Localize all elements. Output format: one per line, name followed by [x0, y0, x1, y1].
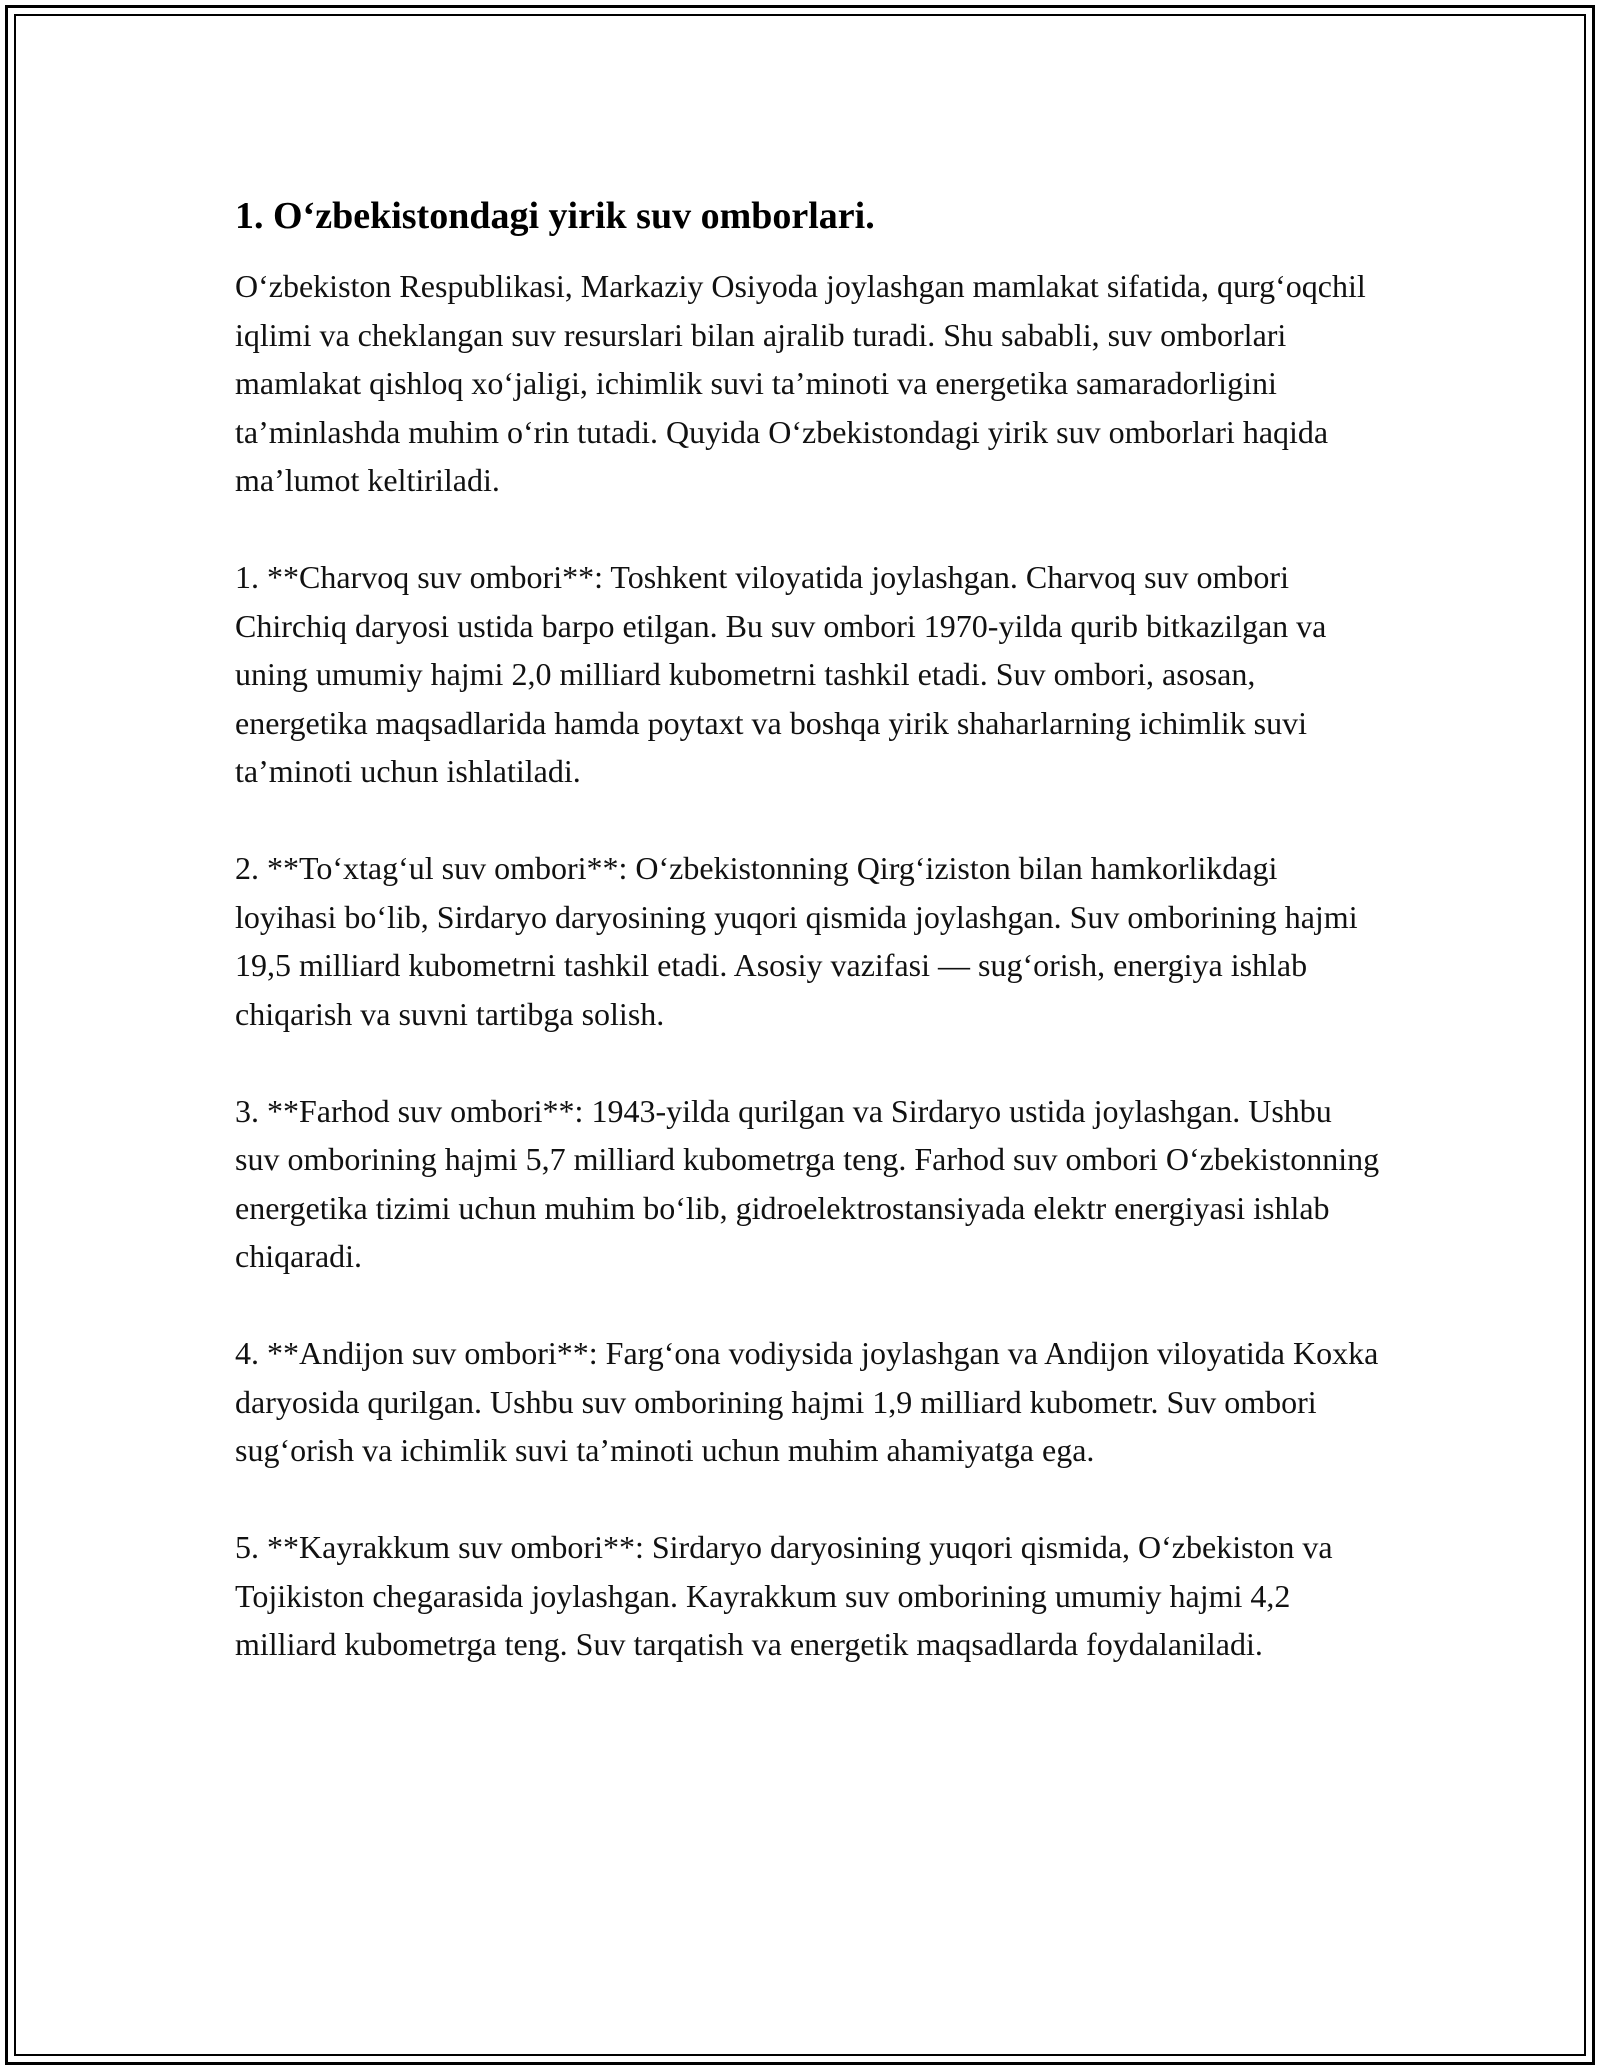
intro-paragraph: O‘zbekiston Respublikasi, Markaziy Osiyoda joylashgan mamlakat sifatida, qurg‘oqchil iqlimi va cheklangan suv resurslari bilan ajralib turadi. Shu sababli, suv omborlari mamlakat qishloq xo‘jaligi, ichimlik suvi ta’minoti va energetika samaradorligini ta’minlashda muhim o‘rin tutadi. Quyida O‘zbekistondagi yirik suv omborlari haqida ma’lumot keltiriladi. — [235, 268, 1366, 498]
document-title: 1. O‘zbekistondagi yirik suv omborlari. — [235, 195, 875, 237]
paragraph-andijon: 4. **Andijon suv ombori**: Farg‘ona vodiysida joylashgan va Andijon viloyatida Koxka daryosida qurilgan. Ushbu suv omborining hajmi 1,9 milliard kubometr. Suv ombori sug‘orish va ichimlik suvi ta’minoti uchun muhim ahamiyatga ega. — [235, 1335, 1379, 1468]
paragraph-kayrakkum: 5. **Kayrakkum suv ombori**: Sirdaryo daryosining yuqori qismida, O‘zbekiston va Tojikiston chegarasida joylashgan. Kayrakkum suv omborining umumiy hajmi 4,2 milliard kubometrga teng. Suv tarqatish va energetik maqsadlarda foydalaniladi. — [235, 1529, 1333, 1662]
paragraph-toxtagul: 2. **To‘xtag‘ul suv ombori**: O‘zbekistonning Qirg‘iziston bilan hamkorlikdagi loyihasi bo‘lib, Sirdaryo daryosining yuqori qismida joylashgan. Suv omborining hajmi 19,5 milliard kubometrni tashkil etadi. Asosiy vazifasi — sug‘orish, energiya ishlab chiqarish va suvni tartibga solish. — [235, 850, 1358, 1032]
paragraph-charvoq: 1. **Charvoq suv ombori**: Toshkent viloyatida joylashgan. Charvoq suv ombori Chirchiq daryosi ustida barpo etilgan. Bu suv ombori 1970-yilda qurib bitkazilgan va uning umumiy hajmi 2,0 milliard kubometrni tashkil etadi. Suv ombori, asosan, energetika maqsadlarida hamda poytaxt va boshqa yirik shaharlarning ichimlik suvi ta’minoti uchun ishlatiladi. — [235, 559, 1327, 789]
document-body — [235, 190, 1380, 1717]
paragraph-farhod: 3. **Farhod suv ombori**: 1943-yilda qurilgan va Sirdaryo ustida joylashgan. Ushbu suv omborining hajmi 5,7 milliard kubometrga teng. Farhod suv ombori O‘zbekistonning energetika tizimi uchun muhim bo‘lib, gidroelektrostansiyada elektr energiyasi ishlab chiqaradi. — [235, 1092, 1380, 1274]
